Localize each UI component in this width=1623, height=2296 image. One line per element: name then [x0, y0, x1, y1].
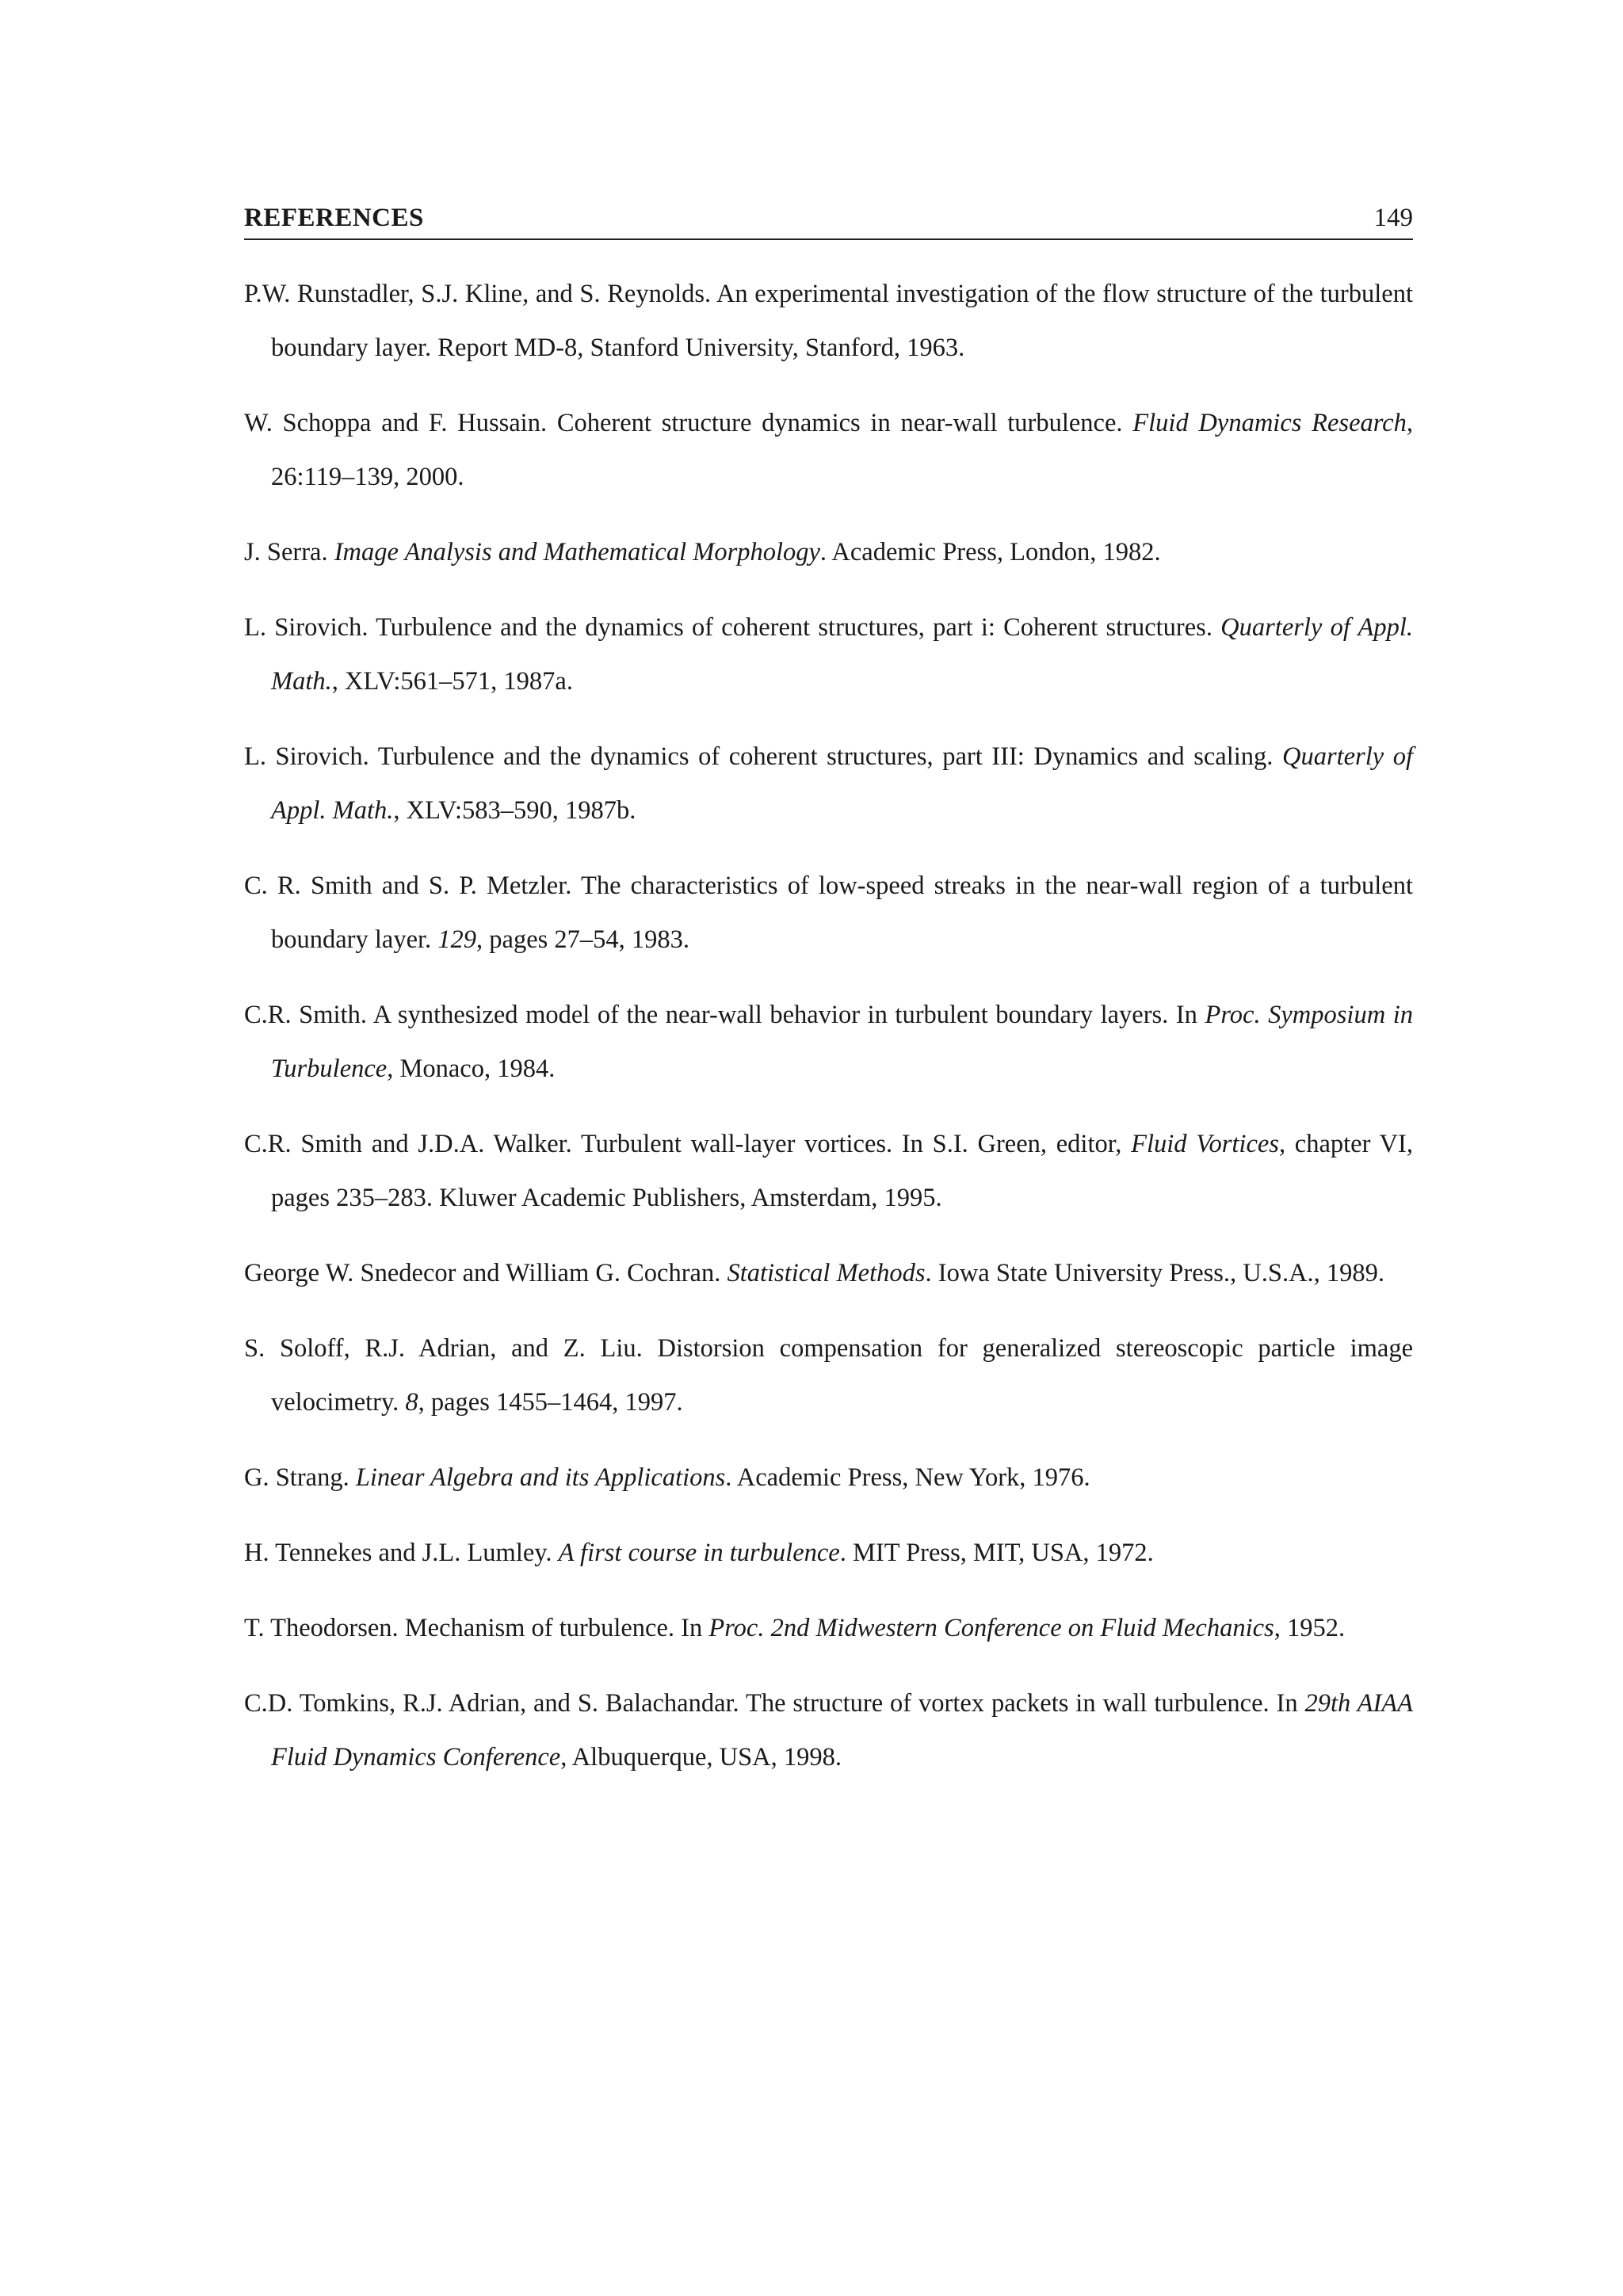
- reference-text: . Academic Press, New York, 1976.: [725, 1463, 1090, 1492]
- reference-italic-text: 129: [437, 925, 477, 954]
- reference-entry: [244, 859, 1413, 967]
- reference-italic-text: Statistical Methods: [727, 1259, 926, 1287]
- reference-entry: [244, 1246, 1413, 1300]
- page-number: 149: [1373, 204, 1413, 232]
- reference-text: L. Sirovich. Turbulence and the dynamics of coherent structures, part III: Dynamics and scaling.: [244, 742, 1282, 771]
- reference-text: , pages 1455–1464, 1997.: [418, 1388, 683, 1417]
- reference-text: C.R. Smith and J.D.A. Walker. Turbulent wall-layer vortices. In S.I. Green, editor,: [244, 1130, 1132, 1158]
- reference-italic-text: Fluid Vortices: [1131, 1130, 1279, 1158]
- reference-text: H. Tennekes and J.L. Lumley.: [244, 1539, 559, 1567]
- reference-entry: [244, 396, 1413, 504]
- reference-entry: [244, 988, 1413, 1096]
- reference-entry: [244, 601, 1413, 708]
- reference-text: C.R. Smith. A synthesized model of the near-wall behavior in turbulent boundary layers. In: [244, 1001, 1205, 1029]
- reference-entry: [244, 1451, 1413, 1505]
- reference-text: W. Schoppa and F. Hussain. Coherent structure dynamics in near-wall turbulence.: [244, 409, 1133, 437]
- reference-entry: [244, 1526, 1413, 1580]
- reference-italic-text: Quarterly of Appl. Math.: [271, 742, 1413, 825]
- reference-text: , 1952.: [1274, 1614, 1346, 1642]
- reference-text: . MIT Press, MIT, USA, 1972.: [839, 1539, 1154, 1567]
- reference-italic-text: 29th AIAA Fluid Dynamics Conference: [271, 1689, 1413, 1772]
- reference-italic-text: Proc. 2nd Midwestern Conference on Fluid Mechanics: [708, 1614, 1274, 1642]
- reference-text: L. Sirovich. Turbulence and the dynamics of coherent structures, part i: Coherent structures.: [244, 613, 1221, 642]
- reference-italic-text: Proc. Symposium in Turbulence: [271, 1001, 1413, 1083]
- reference-italic-text: Linear Algebra and its Applications: [355, 1463, 726, 1492]
- reference-entry: [244, 267, 1413, 375]
- reference-text: G. Strang.: [244, 1463, 356, 1492]
- reference-text: , Monaco, 1984.: [387, 1055, 556, 1083]
- section-title: REFERENCES: [244, 204, 424, 232]
- reference-entry: [244, 1322, 1413, 1429]
- reference-text: C.D. Tomkins, R.J. Adrian, and S. Balachandar. The structure of vortex packets in wall turbulence. In: [244, 1689, 1305, 1718]
- reference-italic-text: Fluid Dynamics Research: [1132, 409, 1407, 437]
- reference-text: George W. Snedecor and William G. Cochran.: [244, 1259, 727, 1287]
- reference-italic-text: Image Analysis and Mathematical Morphology: [334, 538, 820, 566]
- running-header: [244, 202, 1413, 240]
- reference-list: [244, 267, 1413, 1784]
- reference-text: , XLV:583–590, 1987b.: [393, 796, 636, 825]
- reference-text: , 26:119–139, 2000.: [271, 409, 1413, 491]
- reference-text: . Academic Press, London, 1982.: [819, 538, 1161, 566]
- reference-text: S. Soloff, R.J. Adrian, and Z. Liu. Distorsion compensation for generalized stereoscopic particle image velocimetry.: [244, 1334, 1413, 1417]
- reference-text: , chapter VI, pages 235–283. Kluwer Academic Publishers, Amsterdam, 1995.: [271, 1130, 1413, 1212]
- reference-text: . Iowa State University Press., U.S.A., 1989.: [925, 1259, 1385, 1287]
- reference-text: , pages 27–54, 1983.: [476, 925, 690, 954]
- reference-entry: [244, 525, 1413, 579]
- page: [244, 202, 1413, 1806]
- reference-text: P.W. Runstadler, S.J. Kline, and S. Reynolds. An experimental investigation of the flow structure of the turbulent boundary layer. Report MD-8, Stanford University, Stanford, 1963.: [244, 280, 1413, 362]
- reference-entry: [244, 1676, 1413, 1784]
- reference-italic-text: Quarterly of Appl. Math.: [271, 613, 1413, 696]
- reference-text: , XLV:561–571, 1987a.: [331, 667, 573, 696]
- reference-entry: [244, 730, 1413, 837]
- reference-text: T. Theodorsen. Mechanism of turbulence. In: [244, 1614, 709, 1642]
- reference-entry: [244, 1601, 1413, 1655]
- reference-text: J. Serra.: [244, 538, 334, 566]
- reference-text: C. R. Smith and S. P. Metzler. The characteristics of low-speed streaks in the near-wall region of a turbulent boundary layer.: [244, 871, 1413, 954]
- reference-italic-text: 8: [405, 1388, 418, 1417]
- reference-entry: [244, 1117, 1413, 1225]
- reference-text: , Albuquerque, USA, 1998.: [560, 1743, 842, 1772]
- reference-italic-text: A first course in turbulence: [558, 1539, 840, 1567]
